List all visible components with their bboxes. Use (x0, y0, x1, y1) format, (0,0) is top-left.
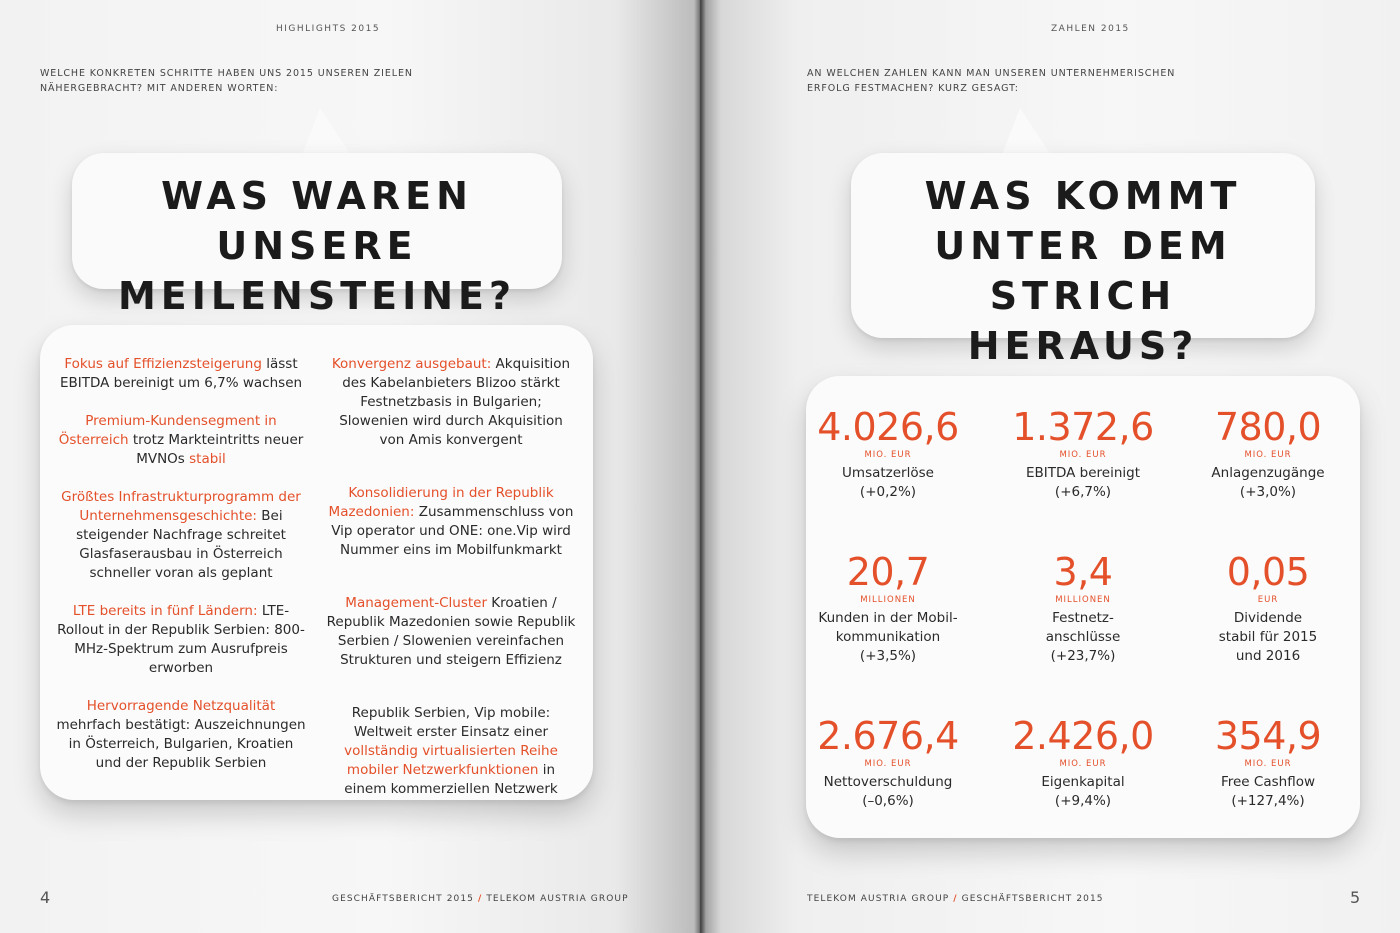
milestone: Management-Cluster Kroatien / Republik Mazedonien sowie Republik Serbien / Slowenien vereinfachen Strukturen und steigern Effizienz (326, 595, 576, 668)
kpi-free-cashflow: 354,9 MIO. EUR Free Cashflow (+127,4%) (1214, 714, 1322, 809)
page-number: 5 (1350, 888, 1361, 907)
headline (851, 171, 1315, 371)
kpi-card (806, 376, 1360, 838)
kpi-dividend: 0,05 EUR Dividende stabil für 2015 und 2016 (1218, 550, 1318, 664)
headline-bubble (851, 153, 1315, 368)
headline-line: UNTER DEM STRICH (934, 224, 1232, 318)
slash-mark: / (953, 894, 958, 904)
milestones-card (40, 325, 593, 800)
kpi-equity: 2.426,0 MIO. EUR Eigenkapital (+9,4%) (1012, 714, 1154, 809)
footer: GESCHÄFTSBERICHT 2015 / TELEKOM AUSTRIA GROUP (332, 894, 629, 904)
milestone: Größtes Infrastrukturprogramm der Unternehmensgeschichte: Bei steigender Nachfrage schreitet Glasfaserausbau in Österreich schneller voran als geplant (61, 489, 301, 581)
milestone: Republik Serbien, Vip mobile: Weltweit erster Einsatz einer vollständig virtualisierten Reihe mobiler Netzwerkfunktionen in einem kommerziellen Netzwerk (344, 705, 558, 797)
milestones-column-2 (326, 355, 576, 818)
milestone: Konsolidierung in der Republik Mazedonien: Zusammenschluss von Vip operator und ONE: one.Vip wird Nummer eins im Mobilfunkmarkt (328, 485, 574, 558)
kpi-ebitda: 1.372,6 MIO. EUR EBITDA bereinigt (+6,7%) (1012, 405, 1154, 500)
headline (72, 171, 562, 321)
headline-line: WAS KOMMT (924, 174, 1242, 218)
page-number: 4 (40, 888, 51, 907)
right-page (700, 0, 1400, 933)
intro-text: WELCHE KONKRETEN SCHRITTE HABEN UNS 2015 UNSEREN ZIELEN NÄHERGEBRACHT? MIT ANDEREN WORTEN: (40, 68, 413, 94)
kpi-capex: 780,0 MIO. EUR Anlagenzugänge (+3,0%) (1211, 405, 1325, 500)
milestones-column-1 (56, 355, 306, 792)
running-head: ZAHLEN 2015 (1051, 24, 1130, 34)
kpi-net-debt: 2.676,4 MIO. EUR Nettoverschuldung (–0,6%) (817, 714, 959, 809)
headline-line: WAS WAREN UNSERE (161, 174, 473, 268)
milestone: Premium-Kundensegment in Österreich trotz Markteintritts neuer MVNOs stabil (58, 413, 304, 467)
headline-bubble (72, 153, 562, 318)
milestone: LTE bereits in fünf Ländern: LTE-Rollout in der Republik Serbien: 800-MHz-Spektrum zum Ausrufpreis erworben (57, 603, 305, 676)
kpi-mobile-customers: 20,7 MILLIONEN Kunden in der Mobil- kommunikation (+3,5%) (818, 550, 958, 664)
footer: TELEKOM AUSTRIA GROUP / GESCHÄFTSBERICHT 2015 (807, 894, 1104, 904)
milestone: Fokus auf Effizienzsteigerung lässt EBITDA bereinigt um 6,7% wachsen (59, 356, 303, 391)
book-spine (694, 0, 706, 933)
headline-line: HERAUS? (967, 324, 1199, 368)
intro-text: AN WELCHEN ZAHLEN KANN MAN UNSEREN UNTERNEHMERISCHEN ERFOLG FESTMACHEN? KURZ GESAGT: (807, 68, 1176, 94)
headline-line: MEILENSTEINE? (117, 274, 517, 318)
milestone: Hervorragende Netzqualität mehrfach bestätigt: Auszeichnungen in Österreich, Bulgarien, Kroatien und der Republik Serbien (56, 698, 306, 771)
kpi-revenue: 4.026,6 MIO. EUR Umsatzerlöse (+0,2%) (817, 405, 959, 500)
slash-mark: / (477, 894, 483, 904)
milestone: Konvergenz ausgebaut: Akquisition des Kabelanbieters Blizoo stärkt Festnetzbasis in Bulgarien; Slowenien wird durch Akquisition von Amis konvergent (331, 356, 571, 448)
kpi-fixed-lines: 3,4 MILLIONEN Festnetz- anschlüsse (+23,7%) (1045, 550, 1121, 664)
running-head: HIGHLIGHTS 2015 (276, 24, 381, 34)
